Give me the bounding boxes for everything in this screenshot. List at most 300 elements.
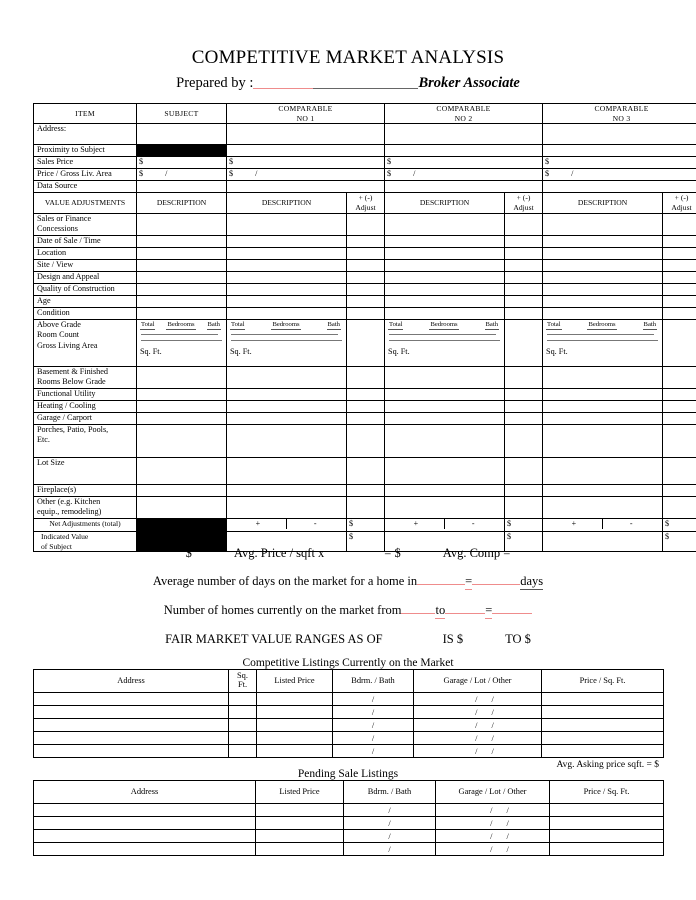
listing-cell[interactable] bbox=[34, 830, 256, 843]
listing-cell[interactable] bbox=[34, 804, 256, 817]
listing-cell[interactable] bbox=[257, 745, 333, 758]
adjustment-cell-comp1[interactable] bbox=[227, 247, 347, 259]
row-label-sales-price: Sales Price bbox=[34, 157, 137, 169]
listing-cell[interactable] bbox=[344, 830, 436, 843]
listing-cell[interactable] bbox=[550, 843, 664, 856]
slash-sign: / bbox=[490, 805, 493, 815]
cell-address-comp1[interactable] bbox=[227, 124, 385, 145]
adjustment-adjust-comp3[interactable] bbox=[663, 247, 696, 259]
slash-sign: / bbox=[506, 805, 509, 815]
adjustment-adjust-comp3[interactable] bbox=[663, 400, 696, 412]
adjustment-row-label: Porches, Patio, Pools, Etc. bbox=[34, 424, 137, 457]
listing-column-header: Garage / Lot / Other bbox=[414, 670, 542, 693]
listing-cell[interactable] bbox=[550, 830, 664, 843]
listing-cell[interactable] bbox=[542, 693, 664, 706]
listing-cell[interactable] bbox=[257, 706, 333, 719]
adjustment-cell-comp3[interactable] bbox=[543, 295, 663, 307]
days-equals: = bbox=[465, 574, 473, 588]
listing-cell[interactable] bbox=[256, 817, 344, 830]
above-grade-total-label: Total bbox=[388, 321, 403, 330]
listing-header-row bbox=[34, 670, 664, 693]
listing-cell[interactable] bbox=[229, 732, 257, 745]
adjustment-cell-comp3[interactable] bbox=[543, 484, 663, 496]
listing-cell[interactable] bbox=[414, 732, 542, 745]
homes-blank-3[interactable] bbox=[492, 613, 532, 614]
adjustment-adjust-comp1[interactable] bbox=[347, 295, 385, 307]
adjustment-row-label: Fireplace(s) bbox=[34, 484, 137, 496]
adjustment-cell-comp2[interactable] bbox=[385, 366, 505, 388]
adjustment-cell-comp2[interactable] bbox=[385, 412, 505, 424]
cma-adjustment-row bbox=[34, 366, 696, 388]
cma-adjustment-row bbox=[34, 496, 696, 518]
homes-blank-2[interactable] bbox=[445, 613, 485, 614]
listing-data-row bbox=[34, 745, 664, 758]
adjustment-cell-comp2[interactable] bbox=[385, 496, 505, 518]
cell-proximity-comp1[interactable] bbox=[227, 145, 385, 157]
listing-cell[interactable] bbox=[229, 719, 257, 732]
listing-cell[interactable] bbox=[344, 843, 436, 856]
adjustment-adjust-comp1[interactable] bbox=[347, 307, 385, 319]
adjustment-adjust-comp1[interactable] bbox=[347, 366, 385, 388]
cell-data-source-comp1[interactable] bbox=[227, 181, 385, 193]
homes-on-market-text: Number of homes currently on the market from bbox=[163, 603, 402, 617]
slash-sign: / bbox=[491, 746, 494, 756]
listing-cell[interactable] bbox=[542, 745, 664, 758]
adjustment-cell-comp3[interactable] bbox=[543, 319, 663, 366]
above-grade-detail[interactable] bbox=[229, 320, 344, 366]
row-label-proximity: Proximity to Subject bbox=[34, 145, 137, 157]
listing-cell[interactable] bbox=[34, 706, 229, 719]
prepared-by-blank-gray[interactable] bbox=[313, 74, 418, 89]
adjustment-row-label: Design and Appeal bbox=[34, 271, 137, 283]
adjustment-adjust-comp3[interactable] bbox=[663, 412, 696, 424]
above-grade-sqft-label: Sq. Ft. bbox=[388, 347, 410, 357]
cma-adjustment-row bbox=[34, 484, 696, 496]
cma-adjustment-row bbox=[34, 213, 696, 235]
net-adj-comp1-signs[interactable] bbox=[227, 518, 347, 531]
adjustment-cell-subject[interactable] bbox=[137, 496, 227, 518]
cell-address-comp3[interactable] bbox=[543, 124, 696, 145]
net-adj-comp3-signs[interactable] bbox=[543, 518, 663, 531]
cell-proximity-subject-redacted bbox=[137, 145, 227, 157]
listing-cell[interactable] bbox=[34, 843, 256, 856]
col-header-comparable-2 bbox=[385, 104, 543, 124]
listing-header-row bbox=[34, 781, 664, 804]
slash-sign: / bbox=[475, 720, 478, 730]
cell-data-source-subject[interactable] bbox=[137, 181, 227, 193]
adjustment-cell-subject[interactable] bbox=[137, 283, 227, 295]
indicated-value-comp3-amount[interactable]: $ bbox=[663, 531, 696, 551]
listing-cell[interactable] bbox=[34, 719, 229, 732]
listing-cell[interactable] bbox=[333, 732, 414, 745]
homes-blank-1[interactable] bbox=[401, 613, 435, 614]
listing-data-row bbox=[34, 830, 664, 843]
listing-column-header: Bdrm. / Bath bbox=[333, 670, 414, 693]
adjustment-adjust-comp1[interactable] bbox=[347, 319, 385, 366]
adjustment-cell-comp2[interactable] bbox=[385, 247, 505, 259]
adjustment-adjust-comp2[interactable] bbox=[505, 366, 543, 388]
value-adjustments-label: VALUE ADJUSTMENTS bbox=[34, 193, 137, 213]
description-header-comp2: DESCRIPTION bbox=[385, 193, 505, 213]
adjustment-cell-comp3[interactable] bbox=[543, 424, 663, 457]
listing-cell[interactable] bbox=[34, 732, 229, 745]
above-grade-detail[interactable] bbox=[139, 320, 224, 366]
listing-column-header: Price / Sq. Ft. bbox=[550, 781, 664, 804]
adjustment-cell-comp1[interactable] bbox=[227, 388, 347, 400]
adjustment-cell-comp2[interactable] bbox=[385, 235, 505, 247]
adjustment-cell-subject[interactable] bbox=[137, 484, 227, 496]
cell-address-subject[interactable] bbox=[137, 124, 227, 145]
adjustment-adjust-comp1[interactable] bbox=[347, 283, 385, 295]
adjustment-cell-subject[interactable] bbox=[137, 412, 227, 424]
adjustment-cell-comp3[interactable] bbox=[543, 457, 663, 484]
comparable-3-sub: NO 3 bbox=[612, 113, 631, 123]
adjustment-adjust-comp2[interactable] bbox=[505, 412, 543, 424]
adjustment-adjust-comp1[interactable] bbox=[347, 247, 385, 259]
comparable-1-label: COMPARABLE bbox=[278, 104, 333, 113]
adjustment-adjust-comp3[interactable] bbox=[663, 259, 696, 271]
adjustment-adjust-comp2[interactable] bbox=[505, 496, 543, 518]
above-grade-bath-label: Bath bbox=[327, 321, 341, 330]
adjustment-cell-comp1[interactable] bbox=[227, 424, 347, 457]
cell-sales-price-comp1[interactable]: $ bbox=[227, 157, 385, 169]
cell-address-comp2[interactable] bbox=[385, 124, 543, 145]
adjustment-adjust-comp1[interactable] bbox=[347, 400, 385, 412]
cell-price-gross-subject[interactable] bbox=[137, 169, 227, 181]
cell-price-gross-comp1[interactable] bbox=[227, 169, 385, 181]
adjustment-cell-comp1[interactable] bbox=[227, 283, 347, 295]
listing-cell[interactable] bbox=[414, 693, 542, 706]
adjustment-cell-comp3[interactable] bbox=[543, 247, 663, 259]
adjustment-cell-subject[interactable] bbox=[137, 400, 227, 412]
above-grade-detail[interactable] bbox=[545, 320, 660, 366]
adjustment-adjust-comp2[interactable] bbox=[505, 259, 543, 271]
above-grade-detail[interactable] bbox=[387, 320, 502, 366]
adjustment-adjust-comp1[interactable] bbox=[347, 424, 385, 457]
cma-adjustment-row bbox=[34, 307, 696, 319]
adjustment-cell-subject[interactable] bbox=[137, 424, 227, 457]
slash-sign: / bbox=[255, 169, 258, 179]
net-adj-comp3-amount[interactable]: $ bbox=[663, 518, 696, 531]
cell-sales-price-comp3[interactable]: $ bbox=[543, 157, 696, 169]
listing-data-row bbox=[34, 693, 664, 706]
adjustment-cell-comp3[interactable] bbox=[543, 412, 663, 424]
adjustment-row-label: Heating / Cooling bbox=[34, 400, 137, 412]
adjustment-cell-comp1[interactable] bbox=[227, 307, 347, 319]
listing-cell[interactable] bbox=[550, 817, 664, 830]
above-grade-blank-line-2 bbox=[141, 339, 222, 341]
listing-cell[interactable] bbox=[436, 817, 550, 830]
listing-cell[interactable] bbox=[550, 804, 664, 817]
adjustment-cell-subject[interactable] bbox=[137, 247, 227, 259]
adjustment-cell-comp3[interactable] bbox=[543, 213, 663, 235]
cma-adjustment-row bbox=[34, 259, 696, 271]
adjustment-cell-subject[interactable] bbox=[137, 457, 227, 484]
adjustment-cell-comp1[interactable] bbox=[227, 484, 347, 496]
cell-proximity-comp2[interactable] bbox=[385, 145, 543, 157]
listing-cell[interactable] bbox=[257, 732, 333, 745]
adjustment-adjust-comp1[interactable] bbox=[347, 213, 385, 235]
col-header-subject: SUBJECT bbox=[137, 104, 227, 124]
adjustment-cell-comp1[interactable] bbox=[227, 235, 347, 247]
net-adj-comp2-amount[interactable]: $ bbox=[505, 518, 543, 531]
cma-adjustment-row bbox=[34, 271, 696, 283]
adjustment-cell-subject[interactable] bbox=[137, 388, 227, 400]
slash-sign: / bbox=[371, 733, 375, 743]
slash-sign: / bbox=[506, 844, 509, 854]
above-grade-sqft-label: Sq. Ft. bbox=[230, 347, 252, 357]
description-header-comp1: DESCRIPTION bbox=[227, 193, 347, 213]
adjustment-adjust-comp3[interactable] bbox=[663, 366, 696, 388]
listing-cell[interactable] bbox=[414, 745, 542, 758]
adjustment-adjust-comp3[interactable] bbox=[663, 484, 696, 496]
listing-cell[interactable] bbox=[542, 732, 664, 745]
description-header-comp3: DESCRIPTION bbox=[543, 193, 663, 213]
cell-sales-price-comp2[interactable]: $ bbox=[385, 157, 543, 169]
col-header-item: ITEM bbox=[34, 104, 137, 124]
adjustment-cell-comp1[interactable] bbox=[227, 319, 347, 366]
adjustment-cell-comp2[interactable] bbox=[385, 307, 505, 319]
adjustment-adjust-comp2[interactable] bbox=[505, 283, 543, 295]
listing-cell[interactable] bbox=[229, 745, 257, 758]
cma-adjustment-row bbox=[34, 283, 696, 295]
adjustment-adjust-comp2[interactable] bbox=[505, 400, 543, 412]
adjust-bottom: Adjust bbox=[513, 203, 534, 213]
summary-section bbox=[0, 546, 696, 660]
adjustment-adjust-comp1[interactable] bbox=[347, 259, 385, 271]
adjustment-cell-comp1[interactable] bbox=[227, 457, 347, 484]
adjustment-row-label: Location bbox=[34, 247, 137, 259]
adjustment-adjust-comp1[interactable] bbox=[347, 235, 385, 247]
adjustment-cell-comp3[interactable] bbox=[543, 496, 663, 518]
adjustment-cell-comp2[interactable] bbox=[385, 271, 505, 283]
listing-cell[interactable] bbox=[229, 706, 257, 719]
adjustment-cell-comp2[interactable] bbox=[385, 295, 505, 307]
pending-listings-caption: Pending Sale Listings bbox=[297, 768, 399, 780]
adjustment-cell-comp2[interactable] bbox=[385, 424, 505, 457]
adjustment-adjust-comp3[interactable] bbox=[663, 235, 696, 247]
net-adj-comp2-signs[interactable] bbox=[385, 518, 505, 531]
listing-cell[interactable] bbox=[333, 693, 414, 706]
cell-price-gross-comp2[interactable] bbox=[385, 169, 543, 181]
adjustment-adjust-comp2[interactable] bbox=[505, 484, 543, 496]
adjustment-cell-comp1[interactable] bbox=[227, 259, 347, 271]
adjustment-adjust-comp1[interactable] bbox=[347, 388, 385, 400]
adjustment-adjust-comp1[interactable] bbox=[347, 484, 385, 496]
adjustment-adjust-comp2[interactable] bbox=[505, 247, 543, 259]
adjustment-cell-comp1[interactable] bbox=[227, 412, 347, 424]
listing-cell[interactable] bbox=[229, 693, 257, 706]
listing-cell[interactable] bbox=[34, 693, 229, 706]
adjustment-cell-comp3[interactable] bbox=[543, 259, 663, 271]
adjustment-adjust-comp2[interactable] bbox=[505, 213, 543, 235]
adjustment-adjust-comp2[interactable] bbox=[505, 307, 543, 319]
cell-proximity-comp3[interactable] bbox=[543, 145, 696, 157]
adjustment-cell-comp2[interactable] bbox=[385, 484, 505, 496]
adjustment-adjust-comp1[interactable] bbox=[347, 412, 385, 424]
adjustment-cell-comp1[interactable] bbox=[227, 213, 347, 235]
listing-cell[interactable] bbox=[257, 693, 333, 706]
cma-adjustment-row bbox=[34, 457, 696, 484]
cell-sales-price-subject[interactable]: $ bbox=[137, 157, 227, 169]
adjustment-row-label: Date of Sale / Time bbox=[34, 235, 137, 247]
adjustment-adjust-comp3[interactable] bbox=[663, 271, 696, 283]
indicated-value-label: Indicated Value of Subject bbox=[34, 531, 137, 551]
adjustment-adjust-comp1[interactable] bbox=[347, 496, 385, 518]
adjustment-adjust-comp3[interactable] bbox=[663, 295, 696, 307]
adjustment-cell-comp1[interactable] bbox=[227, 271, 347, 283]
adjustment-adjust-comp3[interactable] bbox=[663, 496, 696, 518]
comparable-2-label: COMPARABLE bbox=[436, 104, 491, 113]
adjustment-cell-comp3[interactable] bbox=[543, 366, 663, 388]
adjustment-adjust-comp3[interactable] bbox=[663, 424, 696, 457]
adjustment-cell-comp3[interactable] bbox=[543, 283, 663, 295]
listing-cell[interactable] bbox=[344, 804, 436, 817]
adjustment-cell-subject[interactable] bbox=[137, 271, 227, 283]
listing-cell[interactable] bbox=[333, 706, 414, 719]
slash-sign: / bbox=[388, 818, 391, 828]
row-label-price-gross-liv: Price / Gross Liv. Area bbox=[34, 169, 137, 181]
adjustment-cell-comp3[interactable] bbox=[543, 235, 663, 247]
cell-data-source-comp3[interactable] bbox=[543, 181, 696, 193]
adjust-top: + (-) bbox=[674, 193, 689, 203]
adjustment-adjust-comp3[interactable] bbox=[663, 307, 696, 319]
adjustment-cell-comp2[interactable] bbox=[385, 319, 505, 366]
adjustment-cell-subject[interactable] bbox=[137, 213, 227, 235]
adjustment-cell-comp2[interactable] bbox=[385, 283, 505, 295]
listing-cell[interactable] bbox=[436, 830, 550, 843]
cell-price-gross-comp3[interactable] bbox=[543, 169, 696, 181]
row-address bbox=[34, 124, 696, 145]
adjustment-adjust-comp2[interactable] bbox=[505, 295, 543, 307]
slash-sign: / bbox=[475, 707, 478, 717]
listing-cell[interactable] bbox=[256, 830, 344, 843]
adjustment-row-label: Sales or Finance Concessions bbox=[34, 213, 137, 235]
adjustment-cell-subject[interactable] bbox=[137, 259, 227, 271]
listing-data-row bbox=[34, 804, 664, 817]
adjustment-adjust-comp2[interactable] bbox=[505, 424, 543, 457]
adjustment-cell-subject[interactable] bbox=[137, 307, 227, 319]
adjustment-adjust-comp2[interactable] bbox=[505, 271, 543, 283]
listing-column-header: Price / Sq. Ft. bbox=[542, 670, 664, 693]
above-grade-blank-line-1 bbox=[231, 333, 338, 335]
adjustment-cell-comp1[interactable] bbox=[227, 295, 347, 307]
adjustment-cell-comp2[interactable] bbox=[385, 388, 505, 400]
adjustment-row-label: Basement & Finished Rooms Below Grade bbox=[34, 366, 137, 388]
above-grade-blank-line-1 bbox=[389, 333, 496, 335]
days-blank-1[interactable] bbox=[417, 584, 465, 585]
row-value-adjustments-header bbox=[34, 193, 696, 213]
minus-sign: - bbox=[602, 519, 659, 529]
adjustment-adjust-comp1[interactable] bbox=[347, 271, 385, 283]
listing-data-row bbox=[34, 817, 664, 830]
adjustment-cell-comp3[interactable] bbox=[543, 307, 663, 319]
row-price-gross-liv bbox=[34, 169, 696, 181]
adjustment-cell-subject[interactable] bbox=[137, 319, 227, 366]
adjustment-cell-subject[interactable] bbox=[137, 366, 227, 388]
indicated-value-comp2-amount[interactable]: $ bbox=[505, 531, 543, 551]
adjustment-cell-subject[interactable] bbox=[137, 295, 227, 307]
days-blank-2[interactable] bbox=[472, 584, 520, 585]
listing-cell[interactable] bbox=[542, 719, 664, 732]
comparable-3-label: COMPARABLE bbox=[594, 104, 649, 113]
adjustment-cell-comp2[interactable] bbox=[385, 457, 505, 484]
minus-sign: - bbox=[444, 519, 501, 529]
indicated-value-comp1-amount[interactable]: $ bbox=[347, 531, 385, 551]
listing-cell[interactable] bbox=[333, 719, 414, 732]
above-grade-total-label: Total bbox=[546, 321, 561, 330]
adjustment-cell-comp3[interactable] bbox=[543, 388, 663, 400]
listing-cell[interactable] bbox=[436, 843, 550, 856]
fmv-to-dollar: TO $ bbox=[505, 632, 531, 646]
slash-sign: / bbox=[388, 831, 391, 841]
listing-cell[interactable] bbox=[414, 706, 542, 719]
listing-cell[interactable] bbox=[542, 706, 664, 719]
adjustment-adjust-comp3[interactable] bbox=[663, 319, 696, 366]
slash-sign: / bbox=[491, 694, 494, 704]
net-adj-comp1-amount[interactable]: $ bbox=[347, 518, 385, 531]
adjustment-cell-comp3[interactable] bbox=[543, 271, 663, 283]
adjustment-adjust-comp1[interactable] bbox=[347, 457, 385, 484]
listing-cell[interactable] bbox=[34, 817, 256, 830]
adjustment-adjust-comp2[interactable] bbox=[505, 235, 543, 247]
listing-cell[interactable] bbox=[436, 804, 550, 817]
adjustment-adjust-comp3[interactable] bbox=[663, 388, 696, 400]
listing-cell[interactable] bbox=[256, 843, 344, 856]
adjustment-cell-comp2[interactable] bbox=[385, 213, 505, 235]
adjustment-adjust-comp2[interactable] bbox=[505, 457, 543, 484]
above-grade-sqft-label: Sq. Ft. bbox=[140, 347, 162, 357]
row-net-adjustments bbox=[34, 518, 696, 531]
comparable-1-sub: NO 1 bbox=[296, 113, 315, 123]
adjustment-cell-comp1[interactable] bbox=[227, 400, 347, 412]
slash-sign: / bbox=[388, 844, 391, 854]
equals-dollar: = $ bbox=[384, 546, 401, 560]
row-sales-price bbox=[34, 157, 696, 169]
adjustment-adjust-comp2[interactable] bbox=[505, 319, 543, 366]
adjustment-adjust-comp3[interactable] bbox=[663, 213, 696, 235]
adjustment-cell-comp1[interactable] bbox=[227, 496, 347, 518]
listing-column-header: Garage / Lot / Other bbox=[436, 781, 550, 804]
slash-sign: / bbox=[491, 720, 494, 730]
listing-cell[interactable] bbox=[34, 745, 229, 758]
days-label: days bbox=[520, 574, 544, 588]
listing-cell[interactable] bbox=[257, 719, 333, 732]
adjustment-cell-comp1[interactable] bbox=[227, 366, 347, 388]
cma-adjustment-row bbox=[34, 247, 696, 259]
listing-cell[interactable] bbox=[344, 817, 436, 830]
listing-cell[interactable] bbox=[414, 719, 542, 732]
adjustment-cell-comp3[interactable] bbox=[543, 400, 663, 412]
above-grade-blank-line-2 bbox=[389, 339, 500, 341]
competitive-listings-table bbox=[33, 669, 664, 758]
adjustment-cell-comp2[interactable] bbox=[385, 400, 505, 412]
row-label-address: Address: bbox=[34, 124, 137, 145]
listing-cell[interactable] bbox=[256, 804, 344, 817]
slash-sign: / bbox=[506, 818, 509, 828]
slash-sign: / bbox=[388, 805, 391, 815]
fair-market-value-text: FAIR MARKET VALUE RANGES AS OF bbox=[165, 632, 383, 646]
adjustment-adjust-comp3[interactable] bbox=[663, 457, 696, 484]
adjustment-cell-comp2[interactable] bbox=[385, 259, 505, 271]
listing-cell[interactable] bbox=[333, 745, 414, 758]
adjustment-cell-subject[interactable] bbox=[137, 235, 227, 247]
adjust-bottom: Adjust bbox=[355, 203, 376, 213]
adjustment-adjust-comp2[interactable] bbox=[505, 388, 543, 400]
cell-data-source-comp2[interactable] bbox=[385, 181, 543, 193]
prepared-by-blank-red[interactable] bbox=[253, 74, 313, 89]
adjustment-adjust-comp3[interactable] bbox=[663, 283, 696, 295]
